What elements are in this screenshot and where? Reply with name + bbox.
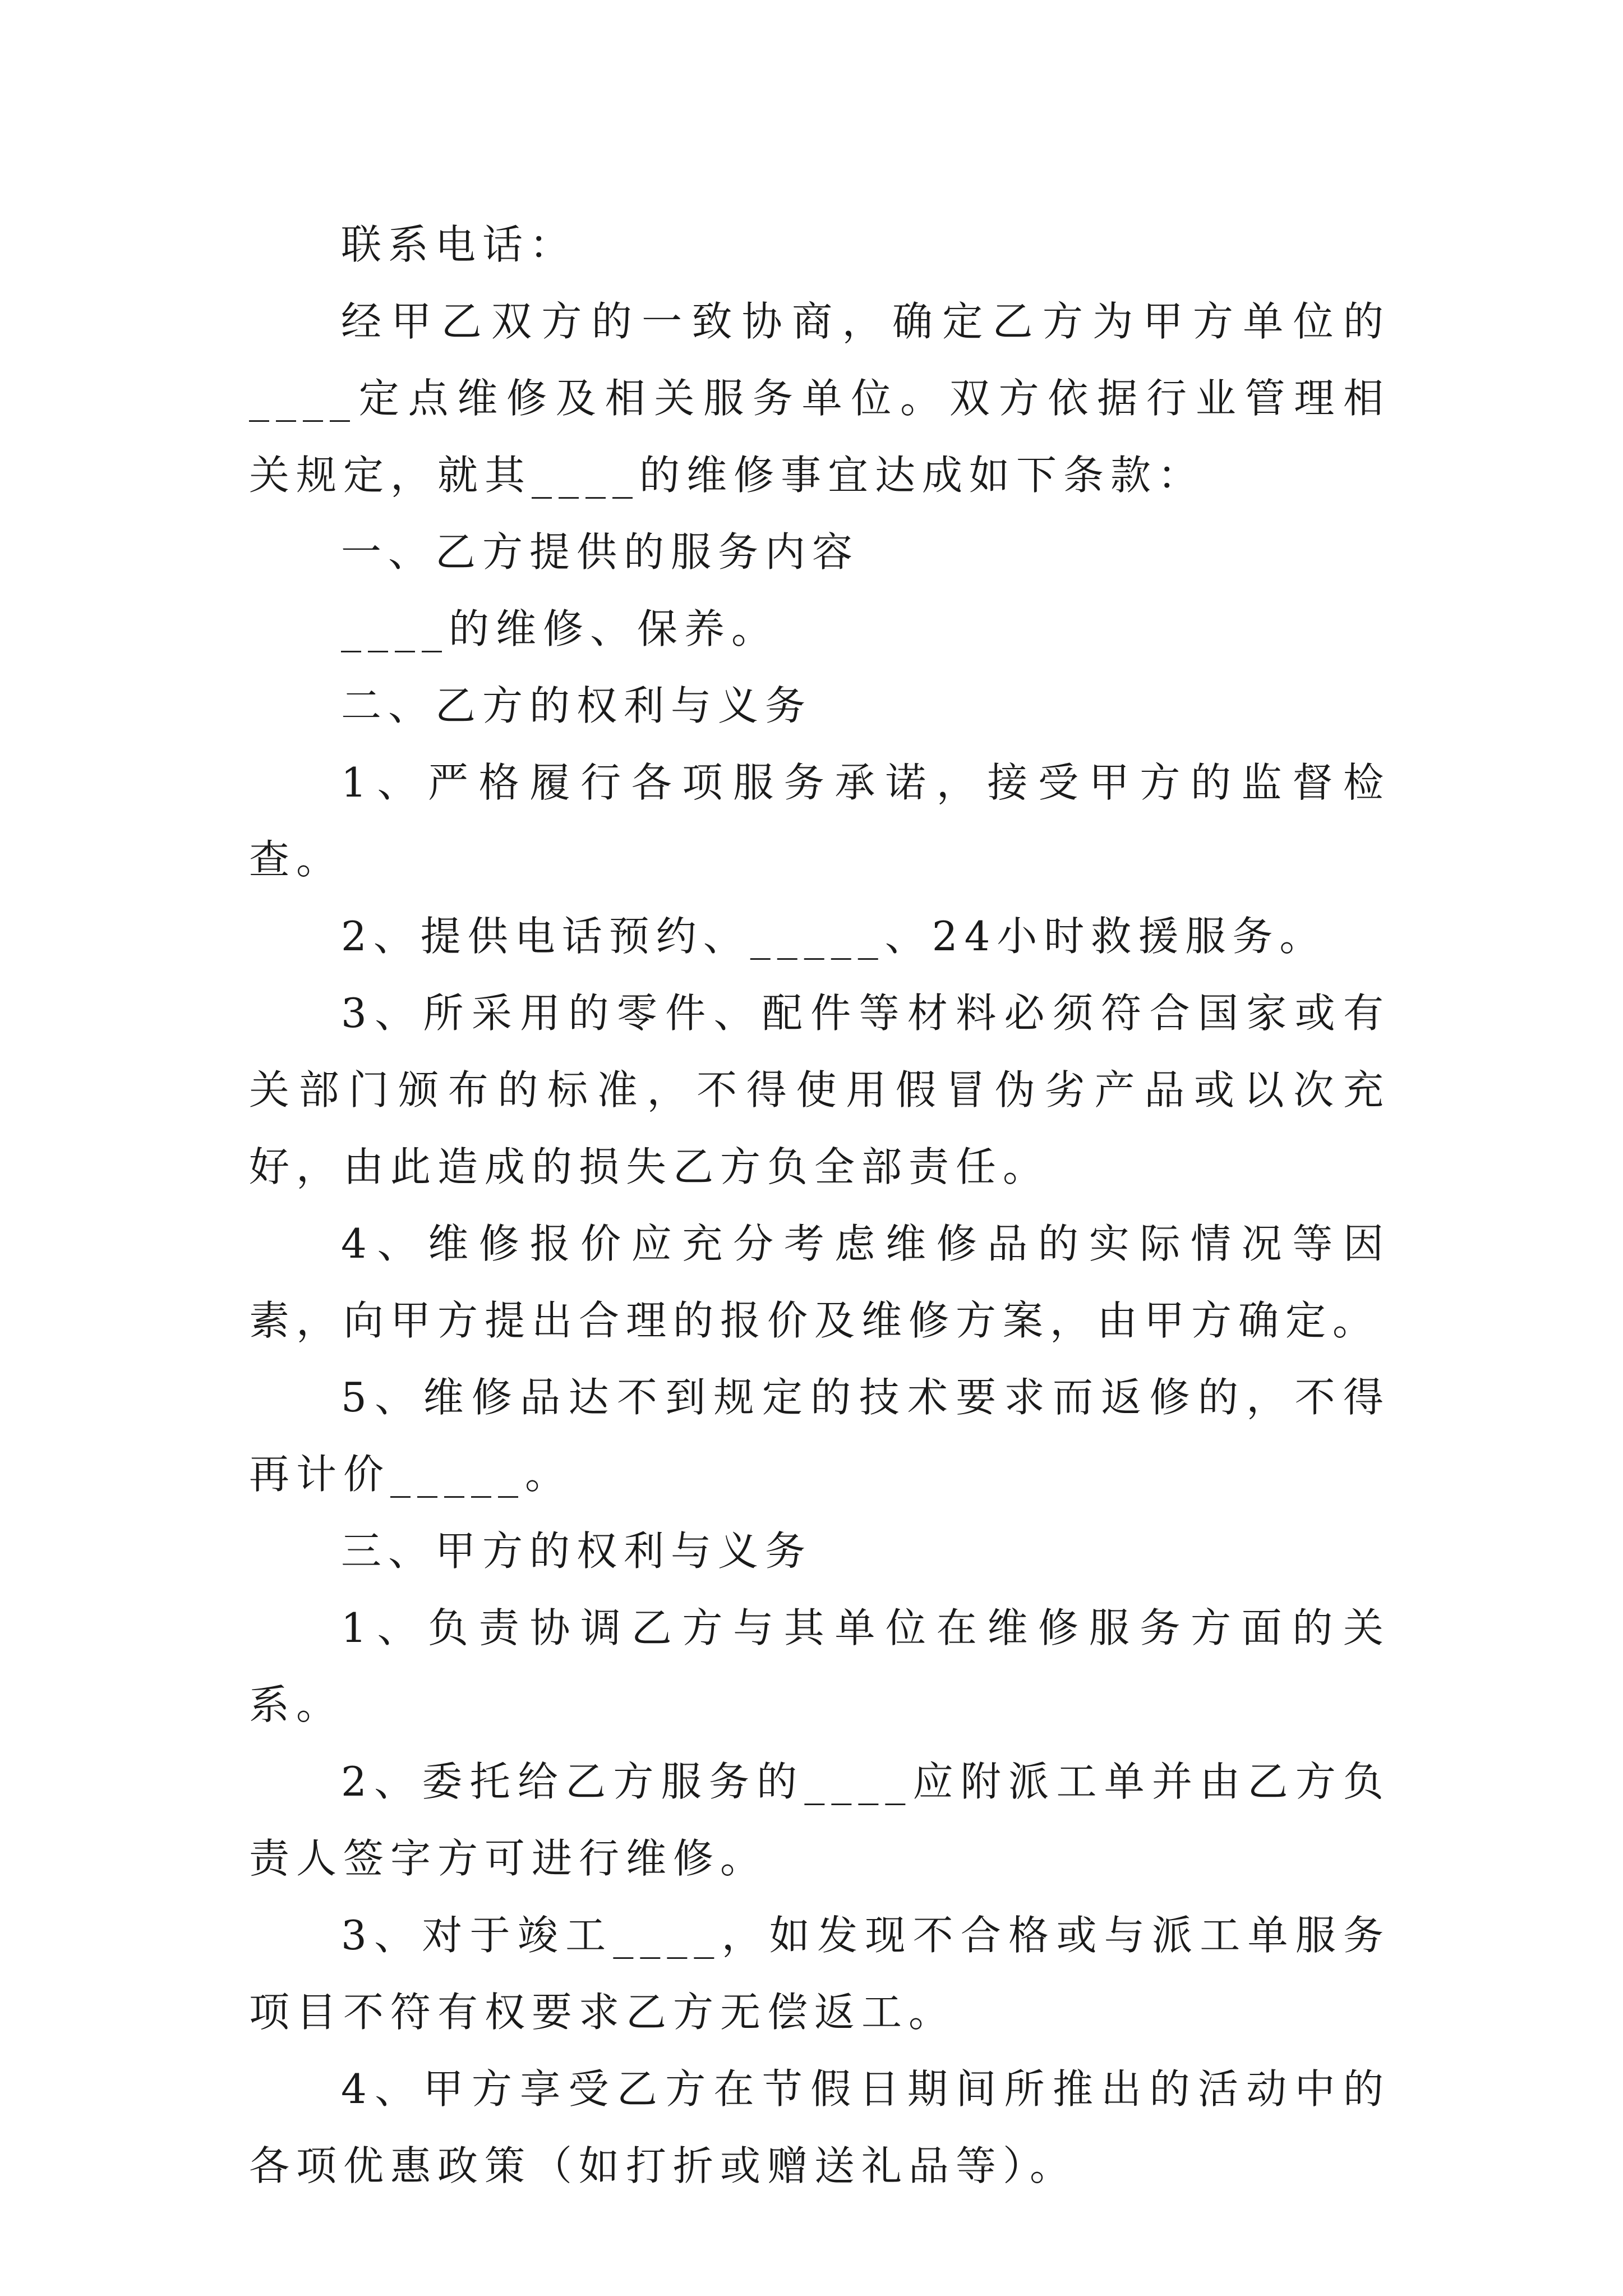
agreement-intro-paragraph: 经甲乙双方的一致协商，确定乙方为甲方单位的____定点维修及相关服务单位。双方依据行业管理相关规定，就其____的维修事宜达成如下条款： (249, 298, 1390, 499)
section-heading-party-b-rights: 二、乙方的权利与义务 (341, 682, 813, 729)
party-a-clause-1: 1、负责协调乙方与其单位在维修服务方面的关系。 (249, 1604, 1390, 1728)
party-a-clause-2: 2、委托给乙方服务的____应附派工单并由乙方负责人签字方可进行维修。 (249, 1758, 1390, 1882)
party-b-clause-4: 4、维修报价应充分考虑维修品的实际情况等因素，向甲方提出合理的报价及维修方案，由甲方确定。 (249, 1220, 1390, 1344)
party-b-clause-2: 2、提供电话预约、_____、24小时救援服务。 (341, 913, 1327, 960)
party-b-clause-5: 5、维修品达不到规定的技术要求而返修的，不得再计价_____。 (249, 1374, 1390, 1498)
section-heading-services: 一、乙方提供的服务内容 (341, 528, 860, 576)
party-a-clause-3: 3、对于竣工____，如发现不合格或与派工单服务项目不符有权要求乙方无偿返工。 (249, 1912, 1390, 2036)
services-item: ____的维修、保养。 (341, 605, 779, 652)
party-b-clause-1: 1、严格履行各项服务承诺，接受甲方的监督检查。 (249, 759, 1390, 883)
document-body (249, 206, 1390, 2205)
party-b-clause-3: 3、所采用的零件、配件等材料必须符合国家或有关部门颁布的标准，不得使用假冒伪劣产品或以次充好，由此造成的损失乙方负全部责任。 (249, 990, 1390, 1190)
party-a-clause-4: 4、甲方享受乙方在节假日期间所推出的活动中的各项优惠政策（如打折或赠送礼品等）。 (249, 2065, 1390, 2189)
contact-phone-label: 联系电话： (341, 221, 577, 268)
section-heading-party-a-rights: 三、甲方的权利与义务 (341, 1527, 813, 1575)
